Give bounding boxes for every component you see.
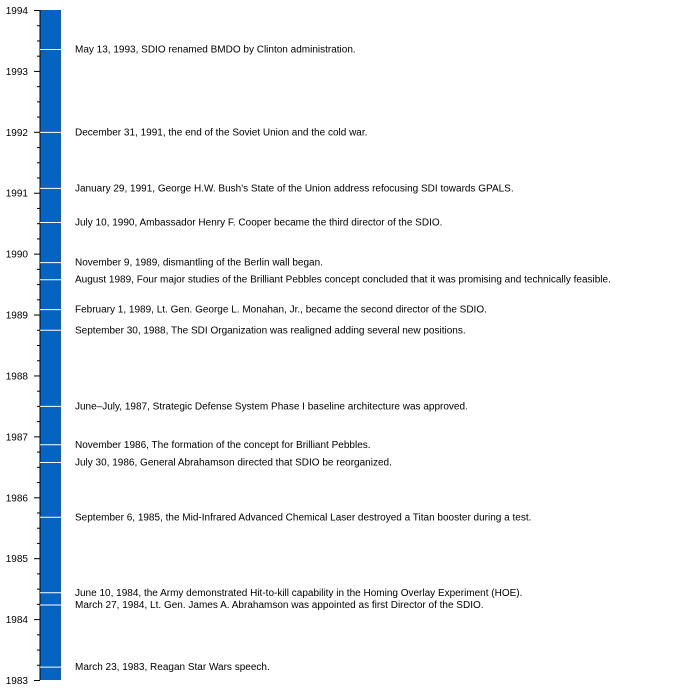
year-label: 1991 — [5, 188, 28, 200]
event-label: June–July, 1987, Strategic Defense System Phase I baseline architecture was approved. — [75, 401, 468, 413]
event-label: August 1989, Four major studies of the Brilliant Pebbles concept concluded that it was promising and technically feasible. — [75, 274, 611, 286]
year-label: 1989 — [5, 310, 28, 322]
event-marks — [40, 44, 611, 673]
year-label: 1992 — [5, 127, 28, 139]
event-label: May 13, 1993, SDIO renamed BMDO by Clinton administration. — [75, 44, 356, 56]
year-label: 1994 — [5, 6, 28, 17]
event-label: November 9, 1989, dismantling of the Berlin wall began. — [75, 257, 323, 269]
event-label: July 10, 1990, Ambassador Henry F. Cooper became the third director of the SDIO. — [75, 217, 443, 229]
event-label: September 30, 1988, The SDI Organization was realigned adding several new positions. — [75, 325, 466, 337]
timeline-bar — [40, 10, 61, 680]
year-label: 1988 — [5, 371, 28, 383]
event-label: March 27, 1984, Lt. Gen. James A. Abrahamson was appointed as first Director of the SDIO. — [75, 599, 484, 611]
year-label: 1984 — [5, 615, 28, 627]
event-label: September 6, 1985, the Mid-Infrared Advanced Chemical Laser destroyed a Titan booster during a test. — [75, 512, 532, 524]
year-label: 1993 — [5, 66, 28, 78]
event-label: December 31, 1991, the end of the Soviet Union and the cold war. — [75, 127, 368, 139]
event-label: March 23, 1983, Reagan Star Wars speech. — [75, 662, 270, 674]
year-label: 1983 — [5, 676, 28, 687]
year-label: 1990 — [5, 249, 28, 261]
event-label: February 1, 1989, Lt. Gen. George L. Monahan, Jr., became the second director of the SDIO. — [75, 304, 487, 316]
event-label: June 10, 1984, the Army demonstrated Hit-to-kill capability in the Homing Overlay Experiment (HOE). — [75, 587, 523, 599]
year-ticks — [6, 6, 40, 687]
event-label: November 1986, The formation of the concept for Brilliant Pebbles. — [75, 439, 371, 451]
event-label: July 30, 1986, General Abrahamson directed that SDIO be reorganized. — [75, 457, 392, 469]
event-label: January 29, 1991, George H.W. Bush's State of the Union address refocusing SDI towards GPALS. — [75, 183, 514, 195]
year-label: 1987 — [5, 432, 28, 444]
year-label: 1986 — [5, 493, 28, 505]
year-label: 1985 — [5, 554, 28, 566]
